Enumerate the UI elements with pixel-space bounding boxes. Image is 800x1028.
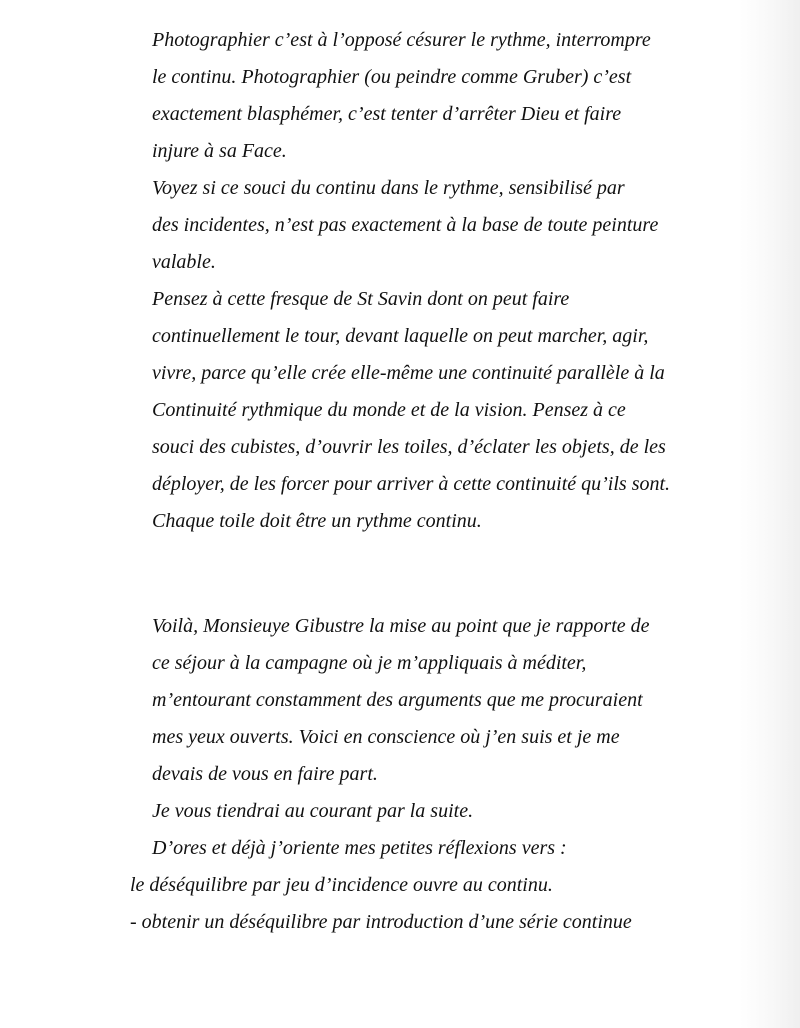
text-line: Voyez si ce souci du continu dans le rythme, sensibilisé par [152,177,625,199]
text-line: Chaque toile doit être un rythme continu. [152,510,482,532]
text-line: ce séjour à la campagne où je m’appliquais à méditer, [152,652,587,674]
text-line: mes yeux ouverts. Voici en conscience où j’en suis et je me [152,726,620,748]
text-line: vivre, parce qu’elle crée elle-même une continuité parallèle à la [152,362,665,384]
text-line: exactement blasphémer, c’est tenter d’arrêter Dieu et faire [152,103,622,125]
text-line: Je vous tiendrai au courant par la suite. [152,800,474,822]
text-line: Voilà, Monsieuye Gibustre la mise au point que je rapporte de [152,615,650,637]
text-line: le continu. Photographier (ou peindre comme Gruber) c’est [152,66,632,88]
text-line: - obtenir un déséquilibre par introduction d’une série continue [130,911,632,933]
text-line: devais de vous en faire part. [152,763,378,785]
text-line: déployer, de les forcer pour arriver à cette continuité qu’ils sont. [152,473,671,495]
paragraph-voila [130,608,730,793]
text-line: Continuité rythmique du monde et de la vision. Pensez à ce [152,399,626,421]
paragraph-dores [130,830,730,867]
line-obtenir [130,904,730,941]
text-line: Pensez à cette fresque de St Savin dont on peut faire [152,288,570,310]
paragraph-chaque-toile [130,503,730,540]
text-line: D’ores et déjà j’oriente mes petites réflexions vers : [152,837,567,859]
text-line: des incidentes, n’est pas exactement à la base de toute peinture [152,214,659,236]
paragraph-voyez [130,170,730,281]
paragraph-pensez [130,281,730,503]
text-line: valable. [152,251,216,273]
document-page [130,22,730,941]
text-line: Photographier c’est à l’opposé césurer le rythme, interrompre [152,29,651,51]
text-line: continuellement le tour, devant laquelle on peut marcher, agir, [152,325,649,347]
text-line: m’entourant constamment des arguments que me procuraient [152,689,643,711]
line-desequilibre [130,867,730,904]
text-line: le déséquilibre par jeu d’incidence ouvre au continu. [130,874,553,896]
paragraph-photographier [130,22,730,170]
section-gap [130,540,730,608]
paragraph-je-vous [130,793,730,830]
text-line: injure à sa Face. [152,140,287,162]
text-line: souci des cubistes, d’ouvrir les toiles, d’éclater les objets, de les [152,436,666,458]
